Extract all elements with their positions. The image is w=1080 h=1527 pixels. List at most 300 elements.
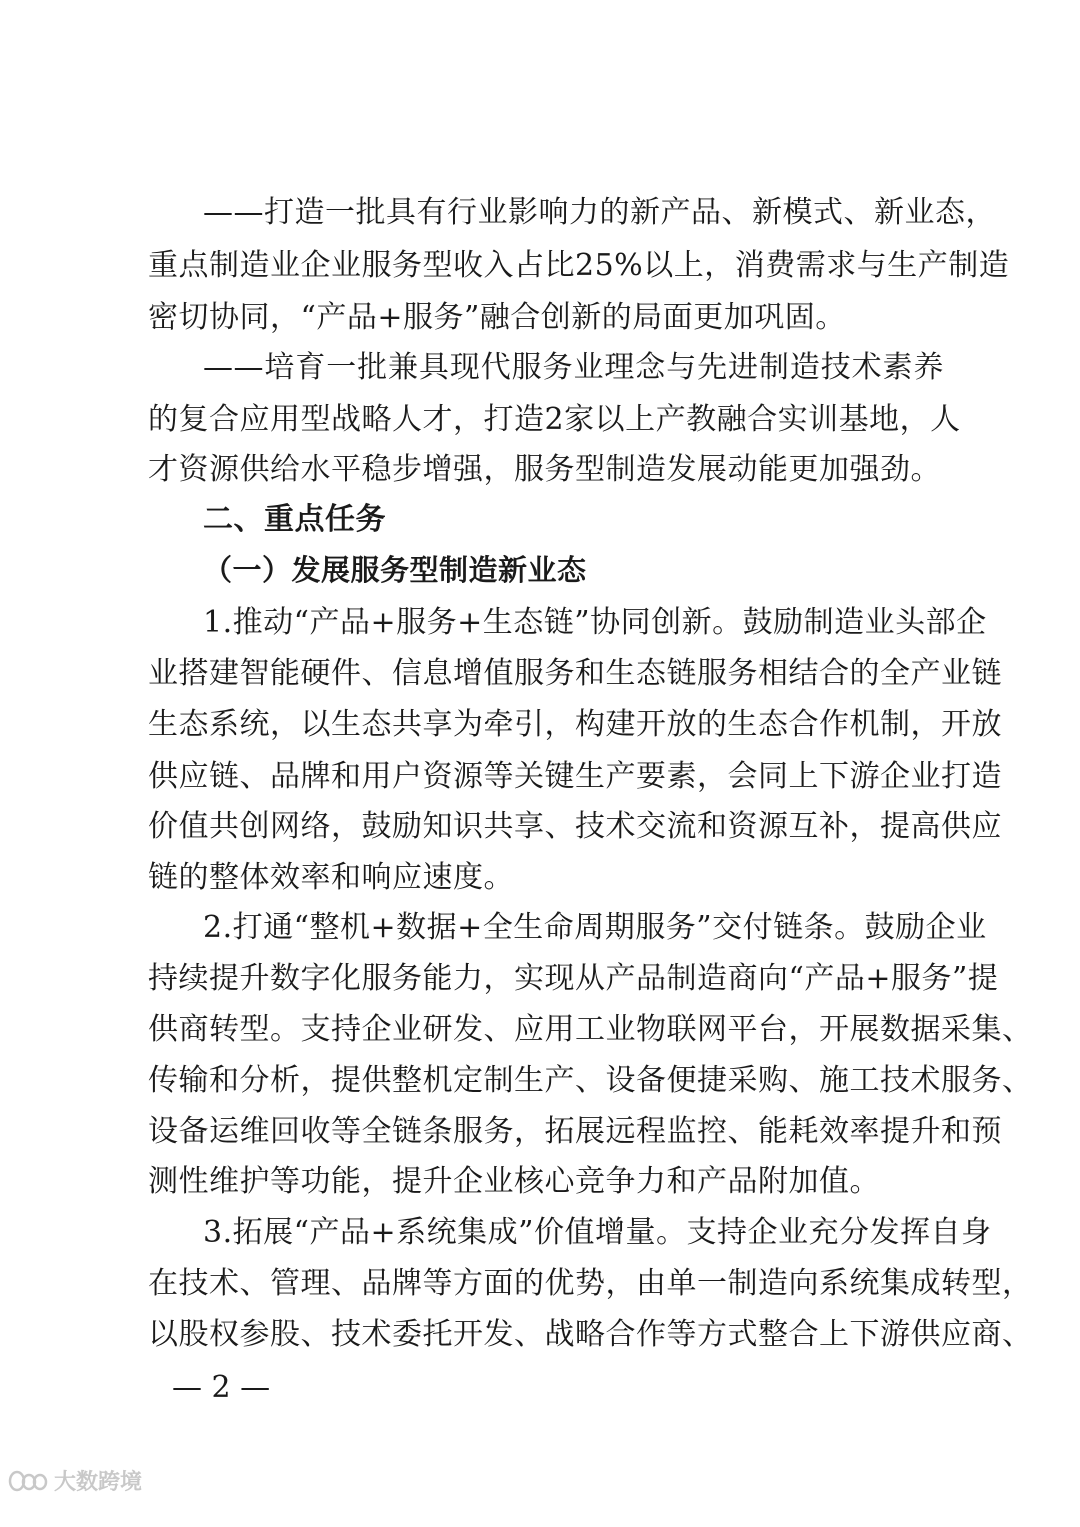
glyph: 上 bbox=[788, 759, 819, 794]
glyph: ” bbox=[951, 961, 968, 996]
glyph: 、 bbox=[361, 656, 392, 691]
glyph: 人 bbox=[930, 402, 961, 437]
glyph: 、 bbox=[514, 1317, 545, 1352]
glyph: 牌 bbox=[300, 759, 331, 794]
glyph: 批 bbox=[357, 350, 388, 385]
glyph: ， bbox=[1002, 1266, 1033, 1301]
glyph: 能 bbox=[758, 1114, 789, 1149]
glyph: 户 bbox=[392, 759, 423, 794]
glyph: 率 bbox=[849, 1114, 880, 1149]
glyph: 身 bbox=[960, 1215, 992, 1250]
glyph: 2. bbox=[203, 910, 233, 945]
glyph: 影 bbox=[508, 195, 539, 230]
glyph: 式 bbox=[727, 1317, 758, 1352]
glyph: 业 bbox=[910, 759, 941, 794]
glyph: 展 bbox=[263, 1215, 294, 1250]
glyph: 复 bbox=[178, 402, 209, 437]
glyph: 地 bbox=[869, 402, 900, 437]
glyph: 供 bbox=[361, 1063, 392, 1098]
glyph: 络 bbox=[300, 809, 331, 844]
glyph: 鼓 bbox=[742, 605, 774, 640]
glyph: 态 bbox=[361, 707, 392, 742]
glyph: 型 bbox=[239, 1012, 270, 1047]
glyph: 的 bbox=[514, 1266, 545, 1301]
glyph: 服 bbox=[697, 656, 728, 691]
glyph: 人 bbox=[392, 402, 423, 437]
glyph: 用 bbox=[544, 1012, 575, 1047]
glyph: 入 bbox=[483, 248, 514, 283]
glyph: 应 bbox=[178, 759, 209, 794]
glyph: 链 bbox=[209, 759, 240, 794]
glyph: 态 bbox=[513, 605, 544, 640]
glyph: 术 bbox=[910, 1063, 941, 1098]
glyph: 的 bbox=[599, 195, 630, 230]
glyph: 整 bbox=[758, 1317, 789, 1352]
glyph: 、 bbox=[1002, 1317, 1033, 1352]
glyph: 、 bbox=[788, 1063, 819, 1098]
glyph: 务 bbox=[483, 1114, 514, 1149]
glyph: + bbox=[457, 910, 483, 945]
justified-line bbox=[148, 246, 1010, 286]
glyph: 统 bbox=[239, 707, 270, 742]
glyph: 集 bbox=[880, 1266, 911, 1301]
glyph: 、 bbox=[544, 809, 575, 844]
glyph: 息 bbox=[422, 656, 453, 691]
glyph: 供 bbox=[941, 809, 972, 844]
glyph: 持 bbox=[716, 1215, 748, 1250]
glyph: 服 bbox=[396, 605, 427, 640]
glyph: 实 bbox=[777, 402, 809, 437]
justified-line bbox=[203, 908, 987, 948]
glyph: 产 bbox=[309, 605, 340, 640]
glyph: 与 bbox=[856, 248, 888, 283]
glyph: 鼓 bbox=[361, 809, 392, 844]
glyph: 合 bbox=[788, 707, 819, 742]
glyph: 增 bbox=[594, 1215, 626, 1250]
glyph: 等 bbox=[331, 1114, 362, 1149]
glyph: 以 bbox=[594, 402, 626, 437]
glyph: 生 bbox=[605, 656, 636, 691]
glyph: 头 bbox=[895, 605, 926, 640]
glyph: ， bbox=[704, 248, 735, 283]
glyph: 品 bbox=[270, 759, 301, 794]
glyph: 务 bbox=[971, 1063, 1002, 1098]
glyph: 链 bbox=[666, 656, 697, 691]
glyph: 放 bbox=[971, 707, 1002, 742]
glyph: 下 bbox=[819, 759, 850, 794]
glyph: 优 bbox=[544, 1266, 575, 1301]
glyph: 提 bbox=[880, 809, 911, 844]
glyph: 商 bbox=[727, 961, 758, 996]
glyph: 生 bbox=[887, 248, 918, 283]
glyph: 品 bbox=[636, 961, 667, 996]
glyph: 新 bbox=[681, 605, 713, 640]
glyph: 造 bbox=[758, 1266, 789, 1301]
glyph: 付 bbox=[742, 910, 774, 945]
justified-line bbox=[203, 603, 987, 643]
glyph: 权 bbox=[209, 1317, 240, 1352]
glyph: 业 bbox=[477, 195, 508, 230]
glyph: 单 bbox=[666, 1266, 697, 1301]
glyph: 现 bbox=[544, 961, 575, 996]
glyph: 消 bbox=[734, 248, 766, 283]
glyph: 持 bbox=[148, 961, 179, 996]
glyph: 产 bbox=[544, 1063, 575, 1098]
glyph: 供 bbox=[910, 1317, 941, 1352]
glyph: 培 bbox=[264, 350, 295, 385]
glyph: 打 bbox=[483, 402, 514, 437]
glyph: 系 bbox=[819, 1266, 850, 1301]
paragraph-last-line: 链的整体效率和响应速度。 bbox=[148, 860, 514, 895]
glyph: 2 bbox=[544, 402, 565, 437]
glyph: 设 bbox=[605, 1063, 636, 1098]
glyph: 监 bbox=[666, 1114, 697, 1149]
glyph: 充 bbox=[808, 1215, 839, 1250]
glyph: 工 bbox=[575, 1012, 606, 1047]
glyph: 力 bbox=[453, 961, 484, 996]
glyph: 购 bbox=[758, 1063, 789, 1098]
glyph: 作 bbox=[819, 707, 850, 742]
glyph: 输 bbox=[178, 1063, 209, 1098]
glyph: 合 bbox=[209, 402, 240, 437]
glyph: 代 bbox=[480, 350, 512, 385]
glyph: 造 bbox=[514, 402, 545, 437]
glyph: 开 bbox=[453, 1317, 484, 1352]
glyph: 服 bbox=[890, 961, 922, 996]
glyph: 资 bbox=[422, 759, 453, 794]
glyph: 造 bbox=[789, 350, 821, 385]
glyph: 合 bbox=[747, 402, 778, 437]
glyph: 技 bbox=[880, 1063, 911, 1098]
glyph: 批 bbox=[355, 195, 386, 230]
glyph: 产 bbox=[655, 402, 687, 437]
glyph: 业 bbox=[148, 656, 179, 691]
glyph: 、 bbox=[721, 195, 752, 230]
glyph: 联 bbox=[666, 1012, 697, 1047]
glyph: 等 bbox=[666, 1317, 697, 1352]
glyph: 一 bbox=[697, 1266, 728, 1301]
glyph: ” bbox=[518, 1215, 534, 1250]
glyph: 打 bbox=[941, 759, 972, 794]
glyph: 析 bbox=[270, 1063, 301, 1098]
glyph: 效 bbox=[819, 1114, 850, 1149]
glyph: 值 bbox=[564, 1215, 595, 1250]
glyph: 周 bbox=[574, 910, 605, 945]
glyph: 供 bbox=[148, 759, 179, 794]
justified-line bbox=[148, 1112, 1002, 1152]
glyph: 产 bbox=[605, 961, 636, 996]
glyph: 1. bbox=[203, 605, 233, 640]
glyph: 动 bbox=[263, 605, 294, 640]
glyph: 有 bbox=[416, 195, 447, 230]
glyph: 一 bbox=[326, 350, 357, 385]
glyph: 。 bbox=[834, 910, 865, 945]
glyph: 生 bbox=[727, 707, 758, 742]
glyph: 硬 bbox=[300, 656, 331, 691]
glyph: 服 bbox=[361, 248, 392, 283]
glyph: 方 bbox=[453, 1266, 484, 1301]
glyph: 、 bbox=[239, 759, 270, 794]
glyph: 运 bbox=[209, 1114, 240, 1149]
glyph: 托 bbox=[422, 1317, 453, 1352]
justified-line bbox=[148, 1315, 1033, 1355]
glyph: 捷 bbox=[697, 1063, 728, 1098]
glyph: 备 bbox=[178, 1114, 209, 1149]
glyph: 制 bbox=[880, 707, 911, 742]
glyph: 。 bbox=[270, 1012, 301, 1047]
glyph: 条 bbox=[803, 910, 835, 945]
glyph: 向 bbox=[788, 1266, 819, 1301]
glyph: 字 bbox=[300, 961, 331, 996]
glyph: 共 bbox=[483, 809, 514, 844]
glyph: 务 bbox=[392, 248, 423, 283]
glyph: 由 bbox=[636, 1266, 667, 1301]
glyph: 远 bbox=[605, 1114, 636, 1149]
glyph: 维 bbox=[239, 1114, 270, 1149]
glyph: 自 bbox=[930, 1215, 961, 1250]
glyph: 能 bbox=[270, 656, 301, 691]
glyph: 上 bbox=[625, 402, 656, 437]
glyph: 合 bbox=[788, 1317, 819, 1352]
glyph: 务 bbox=[665, 910, 697, 945]
glyph: —— bbox=[203, 350, 264, 385]
glyph: 提 bbox=[967, 961, 999, 996]
glyph: ， bbox=[788, 1012, 819, 1047]
glyph: 据 bbox=[910, 1012, 941, 1047]
glyph: 收 bbox=[453, 248, 484, 283]
glyph: 才 bbox=[422, 402, 453, 437]
glyph: ， bbox=[514, 1114, 545, 1149]
glyph: ， bbox=[910, 707, 941, 742]
glyph: 产 bbox=[605, 759, 636, 794]
glyph: 上 bbox=[819, 1317, 850, 1352]
glyph: 具 bbox=[386, 195, 417, 230]
glyph: 和 bbox=[209, 1063, 240, 1098]
glyph: 制 bbox=[758, 350, 790, 385]
glyph: 全 bbox=[880, 656, 911, 691]
glyph: 提 bbox=[880, 1114, 911, 1149]
glyph: 值 bbox=[483, 656, 514, 691]
glyph: 能 bbox=[422, 961, 453, 996]
glyph: 生 bbox=[482, 605, 514, 640]
glyph: 型 bbox=[422, 248, 453, 283]
glyph: 放 bbox=[666, 707, 697, 742]
glyph: 。 bbox=[655, 1215, 687, 1250]
justified-line bbox=[148, 705, 1002, 745]
glyph: ， bbox=[697, 759, 728, 794]
justified-line bbox=[148, 757, 1002, 797]
glyph: 供 bbox=[148, 1012, 179, 1047]
glyph: 品 bbox=[834, 961, 866, 996]
glyph: 研 bbox=[422, 1012, 453, 1047]
justified-line bbox=[203, 1213, 992, 1253]
glyph: 家 bbox=[564, 402, 595, 437]
glyph: 收 bbox=[300, 1114, 331, 1149]
glyph: 和 bbox=[941, 1114, 972, 1149]
glyph: 以 bbox=[643, 248, 674, 283]
glyph: ， bbox=[965, 195, 996, 230]
glyph: 与 bbox=[666, 350, 697, 385]
glyph: 养 bbox=[913, 350, 944, 385]
glyph: + bbox=[370, 1215, 397, 1250]
glyph: 制 bbox=[209, 248, 240, 283]
glyph: 链 bbox=[392, 1114, 423, 1149]
glyph: 实 bbox=[514, 961, 545, 996]
glyph: 上 bbox=[673, 248, 705, 283]
justified-line bbox=[148, 1264, 1033, 1304]
glyph: 、 bbox=[239, 1266, 270, 1301]
glyph: 据 bbox=[426, 910, 458, 945]
glyph: ， bbox=[331, 809, 362, 844]
glyph: 企 bbox=[300, 248, 331, 283]
glyph: “ bbox=[293, 605, 310, 640]
glyph: 造 bbox=[239, 248, 270, 283]
glyph: 技 bbox=[331, 1317, 362, 1352]
glyph: 业 bbox=[331, 248, 362, 283]
glyph: 网 bbox=[697, 1012, 728, 1047]
glyph: 品 bbox=[339, 605, 371, 640]
glyph: 以 bbox=[148, 1317, 179, 1352]
glyph: 训 bbox=[808, 402, 839, 437]
glyph: 享 bbox=[514, 809, 545, 844]
glyph: 平 bbox=[727, 1012, 758, 1047]
glyph: “ bbox=[293, 910, 310, 945]
glyph: 态 bbox=[935, 195, 966, 230]
glyph: 全 bbox=[482, 910, 514, 945]
glyph: 式 bbox=[813, 195, 844, 230]
glyph: 业 bbox=[941, 656, 972, 691]
glyph: 应 bbox=[941, 1317, 972, 1352]
justified-line bbox=[148, 1010, 1033, 1050]
glyph: 战 bbox=[544, 1317, 575, 1352]
glyph: 创 bbox=[651, 605, 682, 640]
glyph: 造 bbox=[697, 961, 728, 996]
glyph: 支 bbox=[300, 1012, 331, 1047]
glyph: ， bbox=[453, 402, 484, 437]
glyph: 量 bbox=[625, 1215, 656, 1250]
glyph: 链 bbox=[543, 605, 575, 640]
glyph: 服 bbox=[361, 961, 392, 996]
glyph: 成 bbox=[487, 1215, 519, 1250]
glyph: 要 bbox=[636, 759, 667, 794]
glyph: “ bbox=[788, 961, 805, 996]
glyph: 术 bbox=[209, 1266, 240, 1301]
glyph: 集 bbox=[971, 1012, 1002, 1047]
glyph: 造 bbox=[294, 195, 325, 230]
glyph: 机 bbox=[339, 910, 371, 945]
glyph: 支 bbox=[686, 1215, 717, 1250]
glyph: 发 bbox=[453, 1012, 484, 1047]
glyph: 为 bbox=[453, 707, 484, 742]
glyph: 转 bbox=[941, 1266, 972, 1301]
glyph: 融 bbox=[716, 402, 748, 437]
justified-line bbox=[148, 959, 999, 999]
glyph: 、 bbox=[331, 1266, 362, 1301]
glyph: 、 bbox=[483, 1012, 514, 1047]
glyph: 智 bbox=[239, 656, 270, 691]
glyph: 在 bbox=[148, 1266, 179, 1301]
glyph: 创 bbox=[239, 809, 270, 844]
glyph: 程 bbox=[636, 1114, 667, 1149]
glyph: 以 bbox=[300, 707, 331, 742]
glyph: 业 bbox=[573, 350, 604, 385]
glyph: 服 bbox=[941, 1063, 972, 1098]
glyph: 业 bbox=[605, 1012, 636, 1047]
glyph: 方 bbox=[697, 1317, 728, 1352]
glyph: 业 bbox=[956, 910, 987, 945]
glyph: 型 bbox=[971, 1266, 1002, 1301]
glyph: 需 bbox=[795, 248, 827, 283]
glyph: 升 bbox=[239, 961, 270, 996]
glyph: 高 bbox=[910, 809, 941, 844]
glyph: 采 bbox=[727, 1063, 758, 1098]
glyph: 化 bbox=[331, 961, 362, 996]
glyph: 委 bbox=[392, 1317, 423, 1352]
glyph: 链 bbox=[971, 656, 1002, 691]
glyph: “ bbox=[293, 1215, 310, 1250]
glyph: 向 bbox=[758, 961, 789, 996]
glyph: 机 bbox=[422, 1063, 453, 1098]
glyph: 企 bbox=[747, 1215, 778, 1250]
glyph: 术 bbox=[605, 809, 636, 844]
glyph: 补 bbox=[819, 809, 850, 844]
glyph: 服 bbox=[453, 1114, 484, 1149]
glyph: 制 bbox=[948, 248, 979, 283]
glyph: 和 bbox=[331, 759, 362, 794]
glyph: 开 bbox=[941, 707, 972, 742]
glyph: 企 bbox=[361, 1012, 392, 1047]
glyph: 推 bbox=[232, 605, 264, 640]
glyph: 业 bbox=[777, 1215, 809, 1250]
glyph: 态 bbox=[636, 656, 667, 691]
glyph: 制 bbox=[666, 961, 697, 996]
glyph: 资 bbox=[727, 809, 758, 844]
glyph: 、 bbox=[843, 195, 874, 230]
glyph: 念 bbox=[635, 350, 666, 385]
glyph: 开 bbox=[819, 1012, 850, 1047]
glyph: 股 bbox=[178, 1317, 209, 1352]
glyph: 股 bbox=[270, 1317, 301, 1352]
justified-line bbox=[148, 807, 1002, 847]
justified-line bbox=[148, 400, 961, 440]
glyph: 同 bbox=[620, 605, 652, 640]
glyph: 商 bbox=[971, 1317, 1002, 1352]
glyph: 值 bbox=[178, 809, 209, 844]
glyph: 育 bbox=[295, 350, 326, 385]
glyph: 兼 bbox=[388, 350, 419, 385]
glyph: 拓 bbox=[232, 1215, 264, 1250]
glyph: 构 bbox=[575, 707, 606, 742]
glyph: 系 bbox=[209, 707, 240, 742]
glyph: 新 bbox=[874, 195, 905, 230]
glyph: 略 bbox=[575, 1317, 606, 1352]
glyph: 合 bbox=[605, 1317, 636, 1352]
justified-line bbox=[148, 1061, 1033, 1101]
glyph: 务 bbox=[426, 605, 458, 640]
glyph: 具 bbox=[418, 350, 450, 385]
glyph: 识 bbox=[453, 809, 484, 844]
glyph: 服 bbox=[511, 350, 543, 385]
glyph: 便 bbox=[666, 1063, 697, 1098]
glyph: 分 bbox=[838, 1215, 870, 1250]
glyph: 服 bbox=[635, 910, 666, 945]
glyph: 预 bbox=[971, 1114, 1002, 1149]
glyph: 部 bbox=[925, 605, 957, 640]
glyph: 力 bbox=[569, 195, 600, 230]
glyph: 统 bbox=[849, 1266, 880, 1301]
justified-line bbox=[203, 348, 944, 388]
glyph: 服 bbox=[514, 656, 545, 691]
